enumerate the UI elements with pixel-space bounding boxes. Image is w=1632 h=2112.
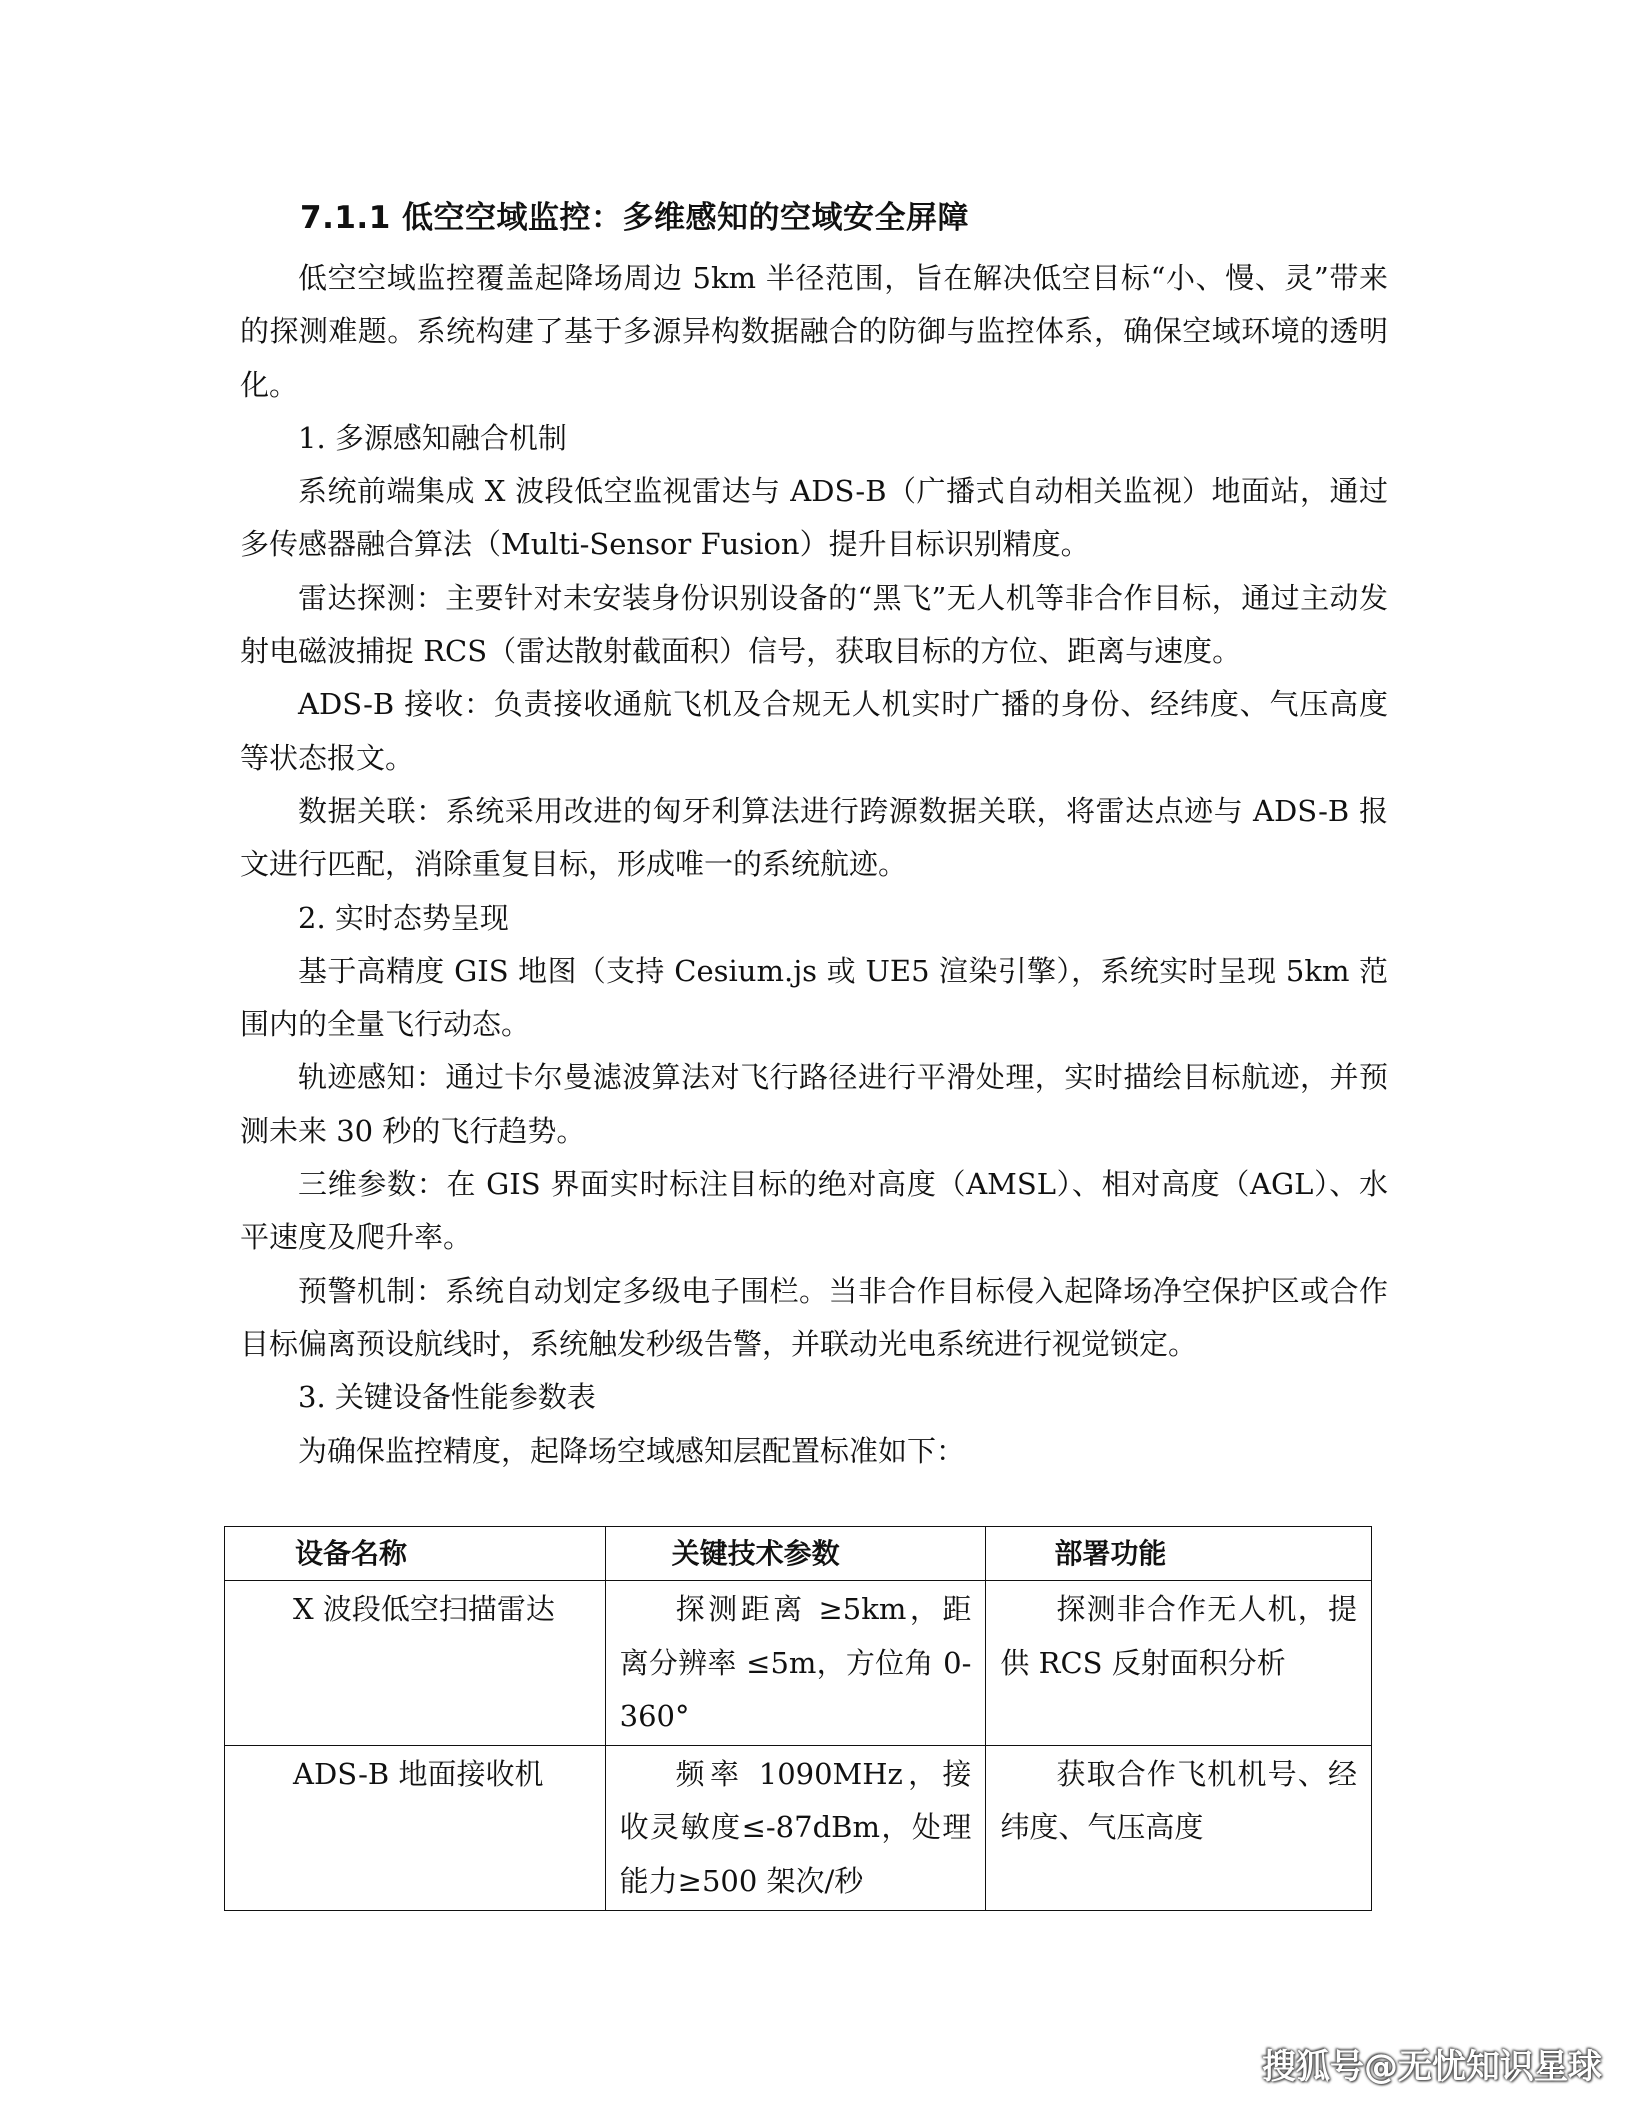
paragraph-track: 轨迹感知：通过卡尔曼滤波算法对飞行路径进行平滑处理，实时描绘目标航迹，并预测未来 30 秒的飞行趋势。 (240, 1060, 1388, 1148)
subheading-fusion: 1. 多源感知融合机制 (298, 420, 567, 455)
subheading-situation: 2. 实时态势呈现 (298, 900, 509, 935)
table-row (225, 1581, 1372, 1746)
cell-params (605, 1581, 986, 1746)
body-text (240, 252, 1388, 1478)
table-header-row (225, 1527, 1372, 1581)
equipment-table (224, 1526, 1372, 1911)
header-deploy-function: 部署功能 (986, 1527, 1372, 1581)
paragraph-association: 数据关联：系统采用改进的匈牙利算法进行跨源数据关联，将雷达点迹与 ADS-B 报文进行匹配，消除重复目标，形成唯一的系统航迹。 (240, 793, 1388, 882)
section-heading: 7.1.1 低空空域监控：多维感知的空域安全屏障 (300, 200, 970, 236)
paragraph-adsb: ADS-B 接收：负责接收通航飞机及合规无人机实时广播的身份、经纬度、气压高度等状态报文。 (240, 687, 1388, 775)
cell-device: ADS-B 地面接收机 (225, 1746, 606, 1911)
cell-device: X 波段低空扫描雷达 (225, 1581, 606, 1746)
header-key-params: 关键技术参数 (605, 1527, 986, 1581)
cell-params-text: 频率 1090MHz，接收灵敏度≤-87dBm，处理能力≥500 架次/秒 (619, 1757, 972, 1898)
cell-function-text: 获取合作飞机机号、经纬度、气压高度 (1000, 1757, 1357, 1845)
paragraph-warning: 预警机制：系统自动划定多级电子围栏。当非合作目标侵入起降场净空保护区或合作目标偏离预设航线时，系统触发秒级告警，并联动光电系统进行视觉锁定。 (240, 1273, 1388, 1361)
paragraph-radar: 雷达探测：主要针对未安装身份识别设备的“黑飞”无人机等非合作目标，通过主动发射电磁波捕捉 RCS（雷达散射截面积）信号，获取目标的方位、距离与速度。 (240, 580, 1388, 669)
cell-params (605, 1746, 986, 1911)
paragraph-table-intro: 为确保监控精度，起降场空域感知层配置标准如下： (298, 1433, 966, 1468)
intro-paragraph: 低空空域监控覆盖起降场周边 5km 半径范围，旨在解决低空目标“小、慢、灵”带来的探测难题。系统构建了基于多源异构数据融合的防御与监控体系，确保空域环境的透明化。 (240, 261, 1388, 402)
paragraph-3d: 三维参数：在 GIS 界面实时标注目标的绝对高度（AMSL）、相对高度（AGL）、水平速度及爬升率。 (240, 1167, 1388, 1255)
paragraph-gis: 基于高精度 GIS 地图（支持 Cesium.js 或 UE5 渲染引擎），系统实时呈现 5km 范围内的全量飞行动态。 (240, 953, 1388, 1042)
header-device-name: 设备名称 (225, 1527, 606, 1581)
subheading-equipment: 3. 关键设备性能参数表 (298, 1380, 596, 1415)
cell-function (986, 1746, 1372, 1911)
cell-params-text: 探测距离 ≥5km，距离分辨率 ≤5m，方位角 0-360° (619, 1592, 972, 1733)
watermark: 搜狐号@无忧知识星球 (1262, 2047, 1602, 2087)
paragraph-frontend: 系统前端集成 X 波段低空监视雷达与 ADS-B（广播式自动相关监视）地面站，通过多传感器融合算法（Multi-Sensor Fusion）提升目标识别精度。 (240, 474, 1388, 562)
table-row (225, 1746, 1372, 1911)
cell-function (986, 1581, 1372, 1746)
cell-function-text: 探测非合作无人机，提供 RCS 反射面积分析 (1000, 1592, 1357, 1680)
